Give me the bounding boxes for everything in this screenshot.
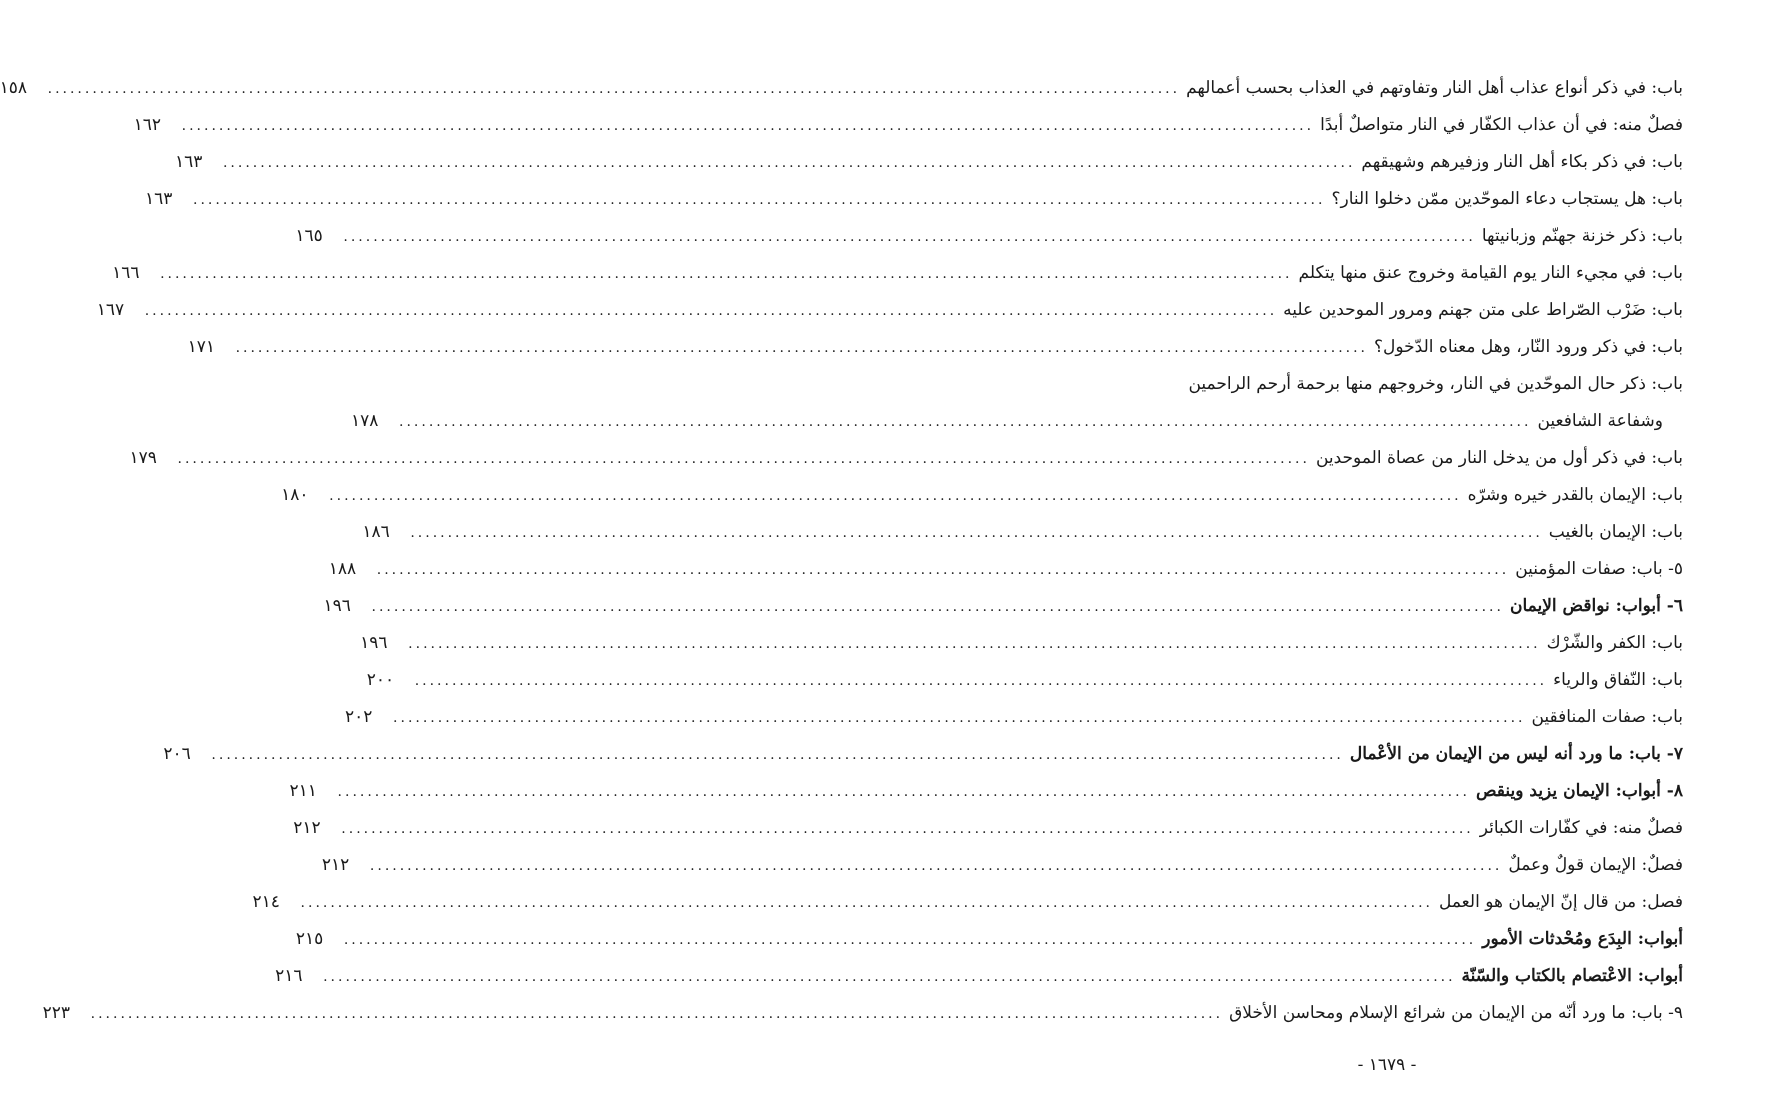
toc-entry [129,440,1683,477]
leader-dots [91,996,1223,1033]
leader-dots [410,515,1542,552]
toc-entry-page: ١٨٨ [328,559,357,579]
toc-entry-title: باب: ذكر خزنة جهنّم وزبانيتها [1481,226,1683,246]
leader-dots [193,182,1325,219]
toc-entry-page: ٢١٥ [295,929,324,949]
leader-dots [415,663,1547,700]
toc-section-heading [323,588,1683,625]
leader-dots [223,145,1355,182]
toc-entry-title: باب: هل يستجاب دعاء الموحّدين ممّن دخلوا النار؟ [1331,189,1683,209]
toc-entry-title: أبواب: الاعْتصام بالكتاب والسّنّة [1461,966,1683,986]
toc-entry-title: باب: الإيمان بالقدر خيره وشرّه [1467,485,1683,505]
toc-entry-page: ٢٢٣ [42,1003,71,1023]
toc-entry-page: ٢١٢ [321,855,350,875]
toc-entry-page: ١٦٥ [295,226,323,246]
leader-dots [408,626,1540,663]
leader-dots [372,589,1504,626]
toc-entry-page: ١٩٦ [323,596,351,616]
toc-entry-page: ١٧٨ [351,411,379,431]
leader-dots [338,774,1470,811]
toc-section-heading [289,773,1683,810]
toc-entry-page: ١٦٢ [133,115,162,135]
toc-entry-title: باب: في ذكر ورود النّار، وهل معناه الدّخول؟ [1374,337,1683,357]
toc-entry [96,292,1683,329]
toc-entry-page: ٢١٦ [275,966,303,986]
toc-section-heading [295,921,1683,958]
toc-entry-title: ٧- باب: ما ورد أنه ليس من الإيمان من الأعْمال [1349,744,1683,764]
toc-entry [112,255,1683,292]
toc-entry-page: ١٦٣ [145,189,173,209]
leader-dots [370,848,1502,885]
toc-entry [295,218,1683,255]
leader-dots [377,552,1509,589]
toc-entry [281,477,1683,514]
toc-entry-page: ١٦٦ [112,263,140,283]
toc-entry [1089,366,1683,403]
toc-section-heading [163,736,1683,773]
toc-entry-title: ٥- باب: صفات المؤمنين [1515,559,1683,579]
leader-dots [341,811,1473,848]
leader-dots [182,108,1314,145]
toc-entry-title: فصلٌ: الإيمان قولٌ وعملٌ [1508,855,1683,875]
leader-dots [323,959,1455,996]
toc-entry-continuation [351,403,1683,440]
toc-entry-page: ٢١٢ [293,818,321,838]
leader-dots [399,404,1531,441]
leader-dots [48,71,1180,108]
toc-entry [0,70,1683,107]
toc-entry [345,699,1683,736]
toc-entry [360,625,1683,662]
leader-dots [236,330,1368,367]
toc-entry [174,144,1683,181]
toc-entry-page: ١٧١ [187,337,215,357]
leader-dots [344,922,1476,959]
toc-entry-page: ١٦٧ [96,300,125,320]
toc-entry-page: ١٥٨ [0,78,28,98]
leader-dots [329,478,1461,515]
toc-entry-page: ٢١٤ [252,892,280,912]
leader-dots [145,293,1277,330]
toc-entry [252,884,1683,921]
page-number: - ١٦٧٩ - [1357,1055,1417,1075]
leader-dots [211,737,1343,774]
toc-entry-title: ٨- أبواب: الإيمان يزيد وينقص [1475,781,1683,801]
table-of-contents [0,70,1683,1032]
toc-entry-title: باب: في ذكر بكاء أهل النار وزفيرهم وشهيقهم [1361,152,1683,172]
toc-entry [321,847,1683,884]
leader-dots [160,256,1292,293]
toc-entry-title: باب: الإيمان بالغيب [1548,522,1683,542]
toc-entry-title: ٦- أبواب: نواقض الإيمان [1509,596,1683,616]
toc-entry-title: فصلٌ منه: في أن عذاب الكفّار في النار متواصلٌ أبدًا [1320,115,1683,135]
toc-entry [328,551,1683,588]
toc-section-heading [275,958,1683,995]
toc-entry [145,181,1683,218]
toc-entry [362,514,1683,551]
toc-entry [133,107,1683,144]
toc-entry-page: ٢٠٦ [163,744,191,764]
toc-entry-title: باب: في ذكر أول من يدخل النار من عصاة الموحدين [1315,448,1683,468]
toc-entry [366,662,1683,699]
leader-dots [301,885,1433,922]
toc-entry-page: ١٨٠ [281,485,309,505]
toc-entry-page: ١٧٩ [129,448,157,468]
toc-entry-title: باب: النّفاق والرياء [1553,670,1683,690]
toc-entry-title: باب: في مجيء النار يوم القيامة وخروج عنق منها يتكلم [1298,263,1683,283]
toc-entry-page: ١٩٦ [360,633,388,653]
toc-entry-title: فصل: من قال إنّ الإيمان هو العمل [1438,892,1683,912]
toc-entry-page: ١٨٦ [362,522,390,542]
toc-entry-page: ٢٠٠ [366,670,395,690]
toc-entry [42,995,1683,1032]
toc-entry-title: ٩- باب: ما ورد أنّه من الإيمان من شرائع الإسلام ومحاسن الأخلاق [1229,1003,1683,1023]
toc-entry [187,329,1683,366]
leader-dots [393,700,1525,737]
toc-entry-page: ١٦٣ [174,152,203,172]
toc-entry-title: أبواب: البِدَع ومُحْدثات الأمور [1482,929,1683,949]
toc-entry-title: باب: ذكر حال الموحّدين في النار، وخروجهم منها برحمة أرحم الراحمين [1188,374,1683,394]
toc-entry-title: وشفاعة الشافعين [1537,411,1663,431]
toc-entry-title: باب: صفات المنافقين [1531,707,1683,727]
leader-dots [178,441,1310,478]
toc-entry-page: ٢١١ [289,781,317,801]
leader-dots [343,219,1475,256]
toc-entry-title: باب: في ذكر أنواع عذاب أهل النار وتفاوتهم في العذاب بحسب أعمالهم [1186,78,1683,98]
toc-entry-title: باب: الكفر والشّرْك [1546,633,1683,653]
toc-entry [293,810,1683,847]
toc-entry-title: باب: ضَرْب الصّراط على متن جهنم ومرور الموحدين عليه [1283,300,1683,320]
toc-entry-title: فصلٌ منه: في كفّارات الكبائر [1479,818,1683,838]
toc-entry-page: ٢٠٢ [345,707,373,727]
